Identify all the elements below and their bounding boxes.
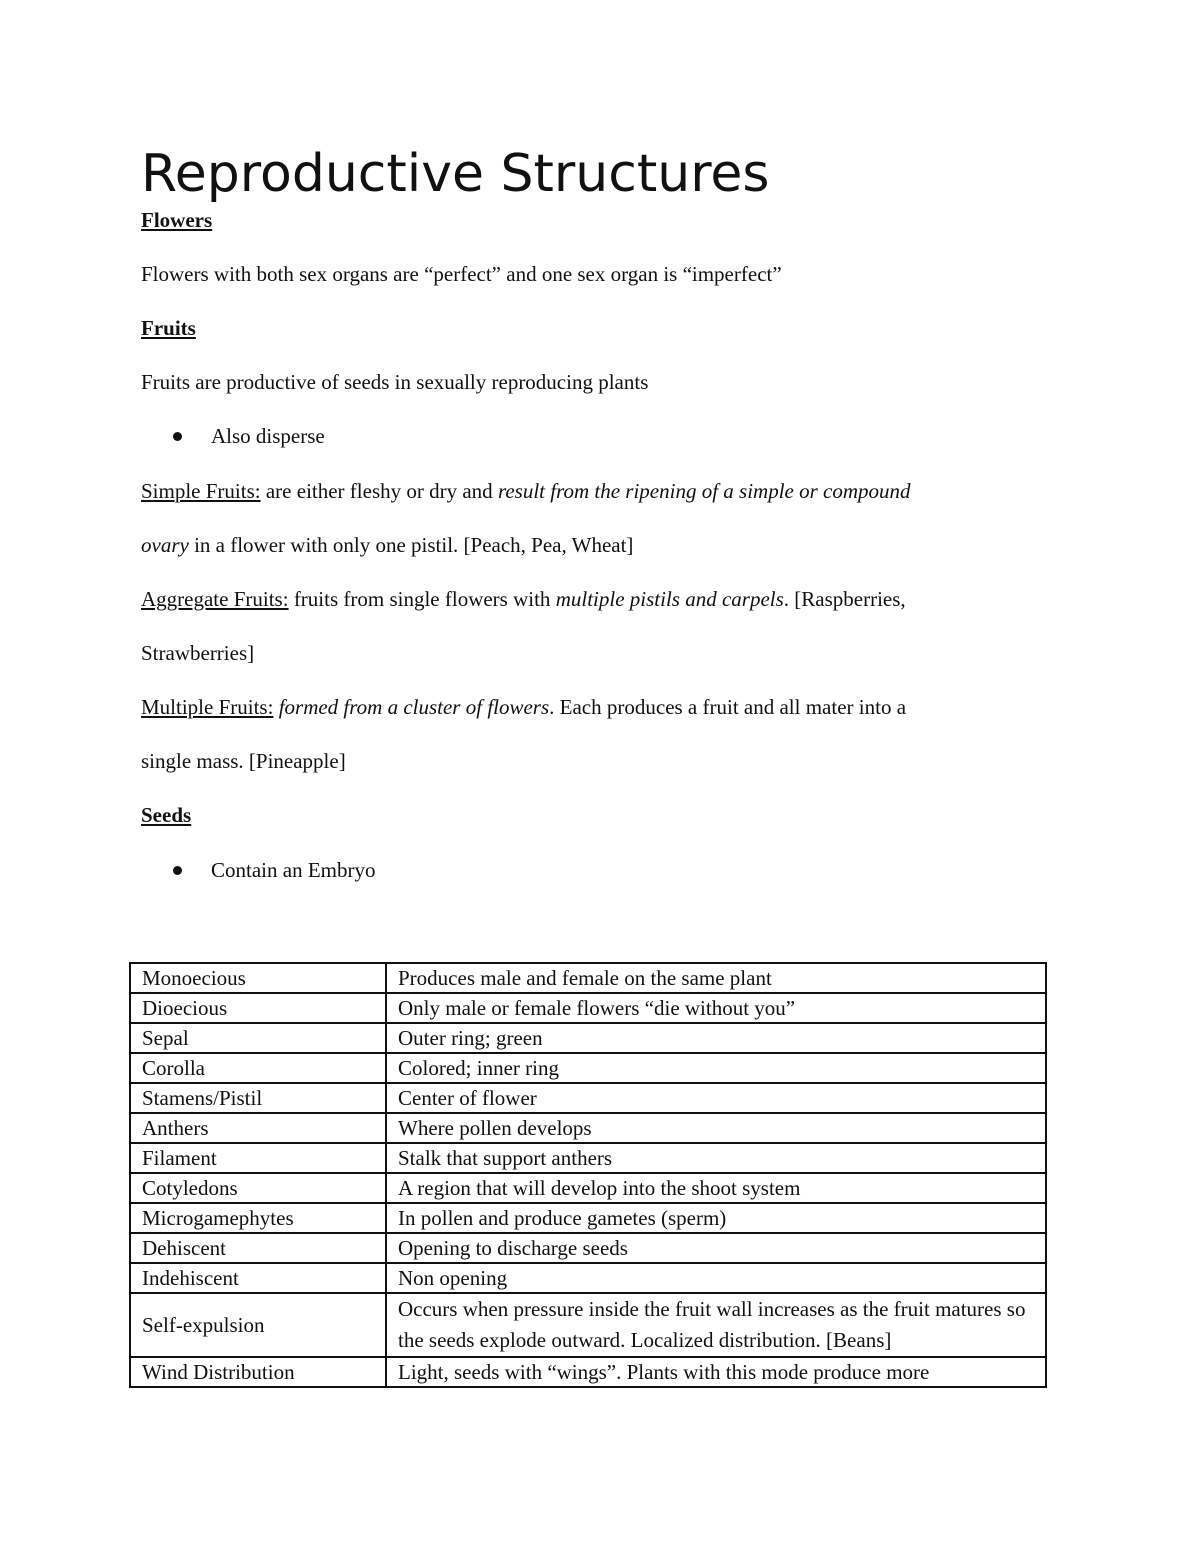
definition-cell: Where pollen develops [386, 1113, 1046, 1143]
definition-cell: Outer ring; green [386, 1023, 1046, 1053]
table-row [130, 993, 1046, 1023]
multiple-fruits-label: Multiple Fruits: [141, 695, 274, 719]
definition-cell: Stalk that support anthers [386, 1143, 1046, 1173]
definitions-table [129, 962, 1047, 1388]
bullet-icon [173, 866, 182, 875]
term-cell: Dehiscent [130, 1233, 386, 1263]
term-cell: Sepal [130, 1023, 386, 1053]
bullet-icon [173, 432, 182, 441]
fruits-heading: Fruits [141, 316, 196, 340]
table-row [130, 1357, 1046, 1387]
simple-fruits-emphasis: result from the ripening of a simple or compound [497, 479, 911, 503]
multiple-fruits-emphasis: formed from a cluster of flowers [273, 695, 550, 719]
definition-cell: Non opening [386, 1263, 1046, 1293]
term-cell: Stamens/Pistil [130, 1083, 386, 1113]
definition-cell: A region that will develop into the shoot system [386, 1173, 1046, 1203]
definition-cell: Only male or female flowers “die without you” [386, 993, 1046, 1023]
term-cell: Indehiscent [130, 1263, 386, 1293]
bullet-text: Contain an Embryo [211, 858, 376, 882]
aggregate-fruits-line2: Strawberries] [141, 641, 255, 665]
definition-cell: Center of flower [386, 1083, 1046, 1113]
term-cell: Self-expulsion [130, 1293, 386, 1357]
term-cell: Microgamephytes [130, 1203, 386, 1233]
simple-fruits-text: are either fleshy or dry and [260, 479, 498, 503]
term-cell: Monoecious [130, 963, 386, 993]
multiple-fruits-text: . Each produces a fruit and all mater into a [549, 695, 907, 719]
table-row [130, 1263, 1046, 1293]
term-cell: Cotyledons [130, 1173, 386, 1203]
aggregate-fruits-label: Aggregate Fruits: [141, 587, 289, 611]
table-row [130, 1293, 1046, 1357]
seeds-heading: Seeds [141, 803, 192, 827]
table-row [130, 1233, 1046, 1263]
table-row [130, 963, 1046, 993]
table-row [130, 1053, 1046, 1083]
term-cell: Filament [130, 1143, 386, 1173]
table-row [130, 1083, 1046, 1113]
aggregate-fruits-text: fruits from single flowers with [288, 587, 556, 611]
table-row [130, 1143, 1046, 1173]
definition-cell: Light, seeds with “wings”. Plants with this mode produce more [386, 1357, 1046, 1387]
table-row [130, 1113, 1046, 1143]
aggregate-fruits-line1 [141, 585, 906, 613]
table-row [130, 1023, 1046, 1053]
simple-fruits-label: Simple Fruits: [141, 479, 261, 503]
aggregate-fruits-emphasis: multiple pistils and carpels [555, 587, 784, 611]
multiple-fruits-line1 [141, 693, 906, 721]
term-cell: Corolla [130, 1053, 386, 1083]
simple-fruits-text-2: in a flower with only one pistil. [Peach, Pea, Wheat] [188, 533, 634, 557]
simple-fruits-line2 [141, 531, 633, 559]
table-row [130, 1203, 1046, 1233]
fruits-paragraph: Fruits are productive of seeds in sexually reproducing plants [141, 370, 649, 394]
page-title: Reproductive Structures [141, 144, 770, 204]
definition-cell: Opening to discharge seeds [386, 1233, 1046, 1263]
simple-fruits-emphasis-2: ovary [141, 533, 189, 557]
aggregate-fruits-text-2: . [Raspberries, [783, 587, 906, 611]
term-cell: Wind Distribution [130, 1357, 386, 1387]
definition-cell: Colored; inner ring [386, 1053, 1046, 1083]
definition-cell: Produces male and female on the same plant [386, 963, 1046, 993]
table-row [130, 1173, 1046, 1203]
bullet-text: Also disperse [211, 424, 325, 448]
term-cell: Dioecious [130, 993, 386, 1023]
simple-fruits-line1 [141, 477, 911, 505]
term-cell: Anthers [130, 1113, 386, 1143]
definition-cell: In pollen and produce gametes (sperm) [386, 1203, 1046, 1233]
flowers-paragraph: Flowers with both sex organs are “perfect” and one sex organ is “imperfect” [141, 262, 782, 286]
multiple-fruits-line2: single mass. [Pineapple] [141, 749, 346, 773]
definition-cell: Occurs when pressure inside the fruit wall increases as the fruit matures so the seeds explode outward. Localized distribution. [Beans] [386, 1293, 1046, 1357]
flowers-heading: Flowers [141, 208, 213, 232]
